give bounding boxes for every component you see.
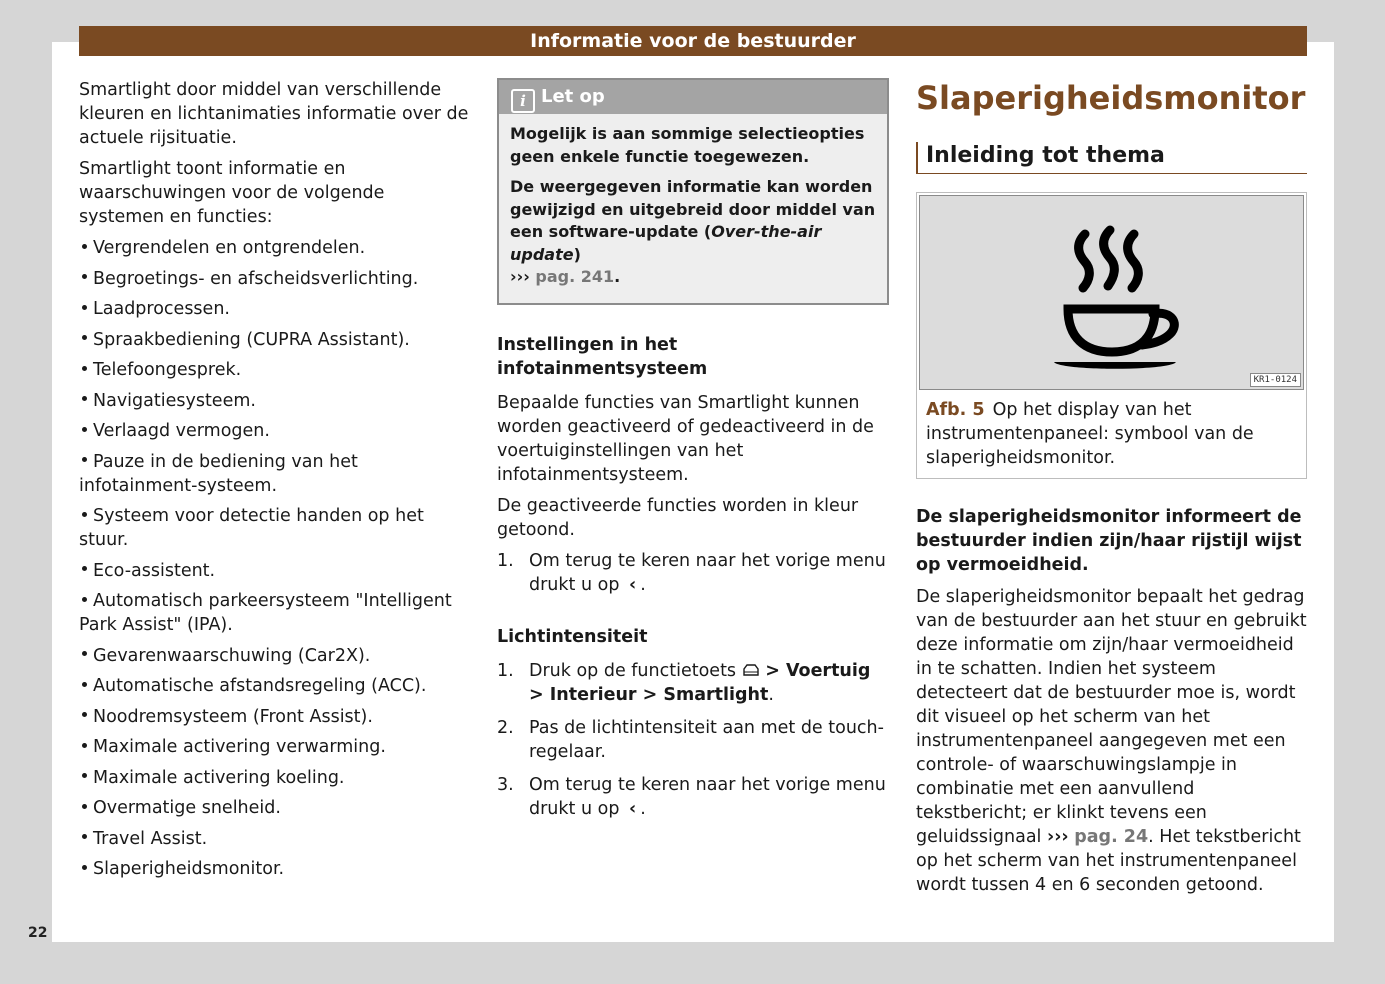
page-reference-link[interactable]: pag. 241 (535, 267, 615, 286)
back-chevron-icon: ‹ (629, 574, 637, 595)
light-intensity-heading: Lichtintensiteit (497, 626, 648, 647)
bullet-icon (82, 457, 87, 462)
list-item: Spraakbediening (CUPRA Assistant). (79, 328, 469, 352)
list-item: Telefoongesprek. (79, 358, 469, 382)
bullet-icon (82, 274, 87, 279)
car-function-key-icon (742, 663, 760, 677)
caution-paragraph-2: De weergegeven informatie kan worden gewijzigd en uitgebreid door middel van een software-update (Over-the-air update) ››› pag. 241. (510, 177, 876, 286)
list-item: Pauze in de bediening van het infotainment-systeem. (79, 451, 358, 496)
bullet-icon (82, 335, 87, 340)
list-item: Maximale activering verwarming. (79, 735, 469, 759)
column-middle (497, 78, 889, 830)
light-step-1: 1. Druk op de functietoets > Voertuig > Interieur > Smartlight. (497, 660, 871, 705)
column-right (916, 78, 1307, 904)
caution-title: Let op (541, 86, 605, 107)
light-step-3: 3. Om terug te keren naar het vorige menu drukt u op ‹ . (497, 774, 886, 819)
bullet-icon (82, 834, 87, 839)
bullet-icon (82, 804, 87, 809)
bullet-icon (82, 305, 87, 310)
bullet-icon (82, 712, 87, 717)
bullet-icon (82, 396, 87, 401)
caution-box (497, 78, 889, 305)
light-step-2: 2. Pas de lichtintensiteit aan met de touch-regelaar. (497, 717, 884, 762)
list-item: Slaperigheidsmonitor. (79, 857, 469, 881)
bullet-icon (82, 682, 87, 687)
column-left (79, 78, 469, 888)
bullet-icon (82, 597, 87, 602)
settings-step-1: 1. Om terug te keren naar het vorige menu drukt u op ‹ . (497, 550, 886, 595)
bullet-icon (82, 244, 87, 249)
bullet-icon (82, 865, 87, 870)
list-item: Vergrendelen en ontgrendelen. (79, 236, 469, 260)
list-item: Begroetings- en afscheidsverlichting. (79, 267, 469, 291)
intro-paragraph-2: Smartlight toont informatie en waarschuwingen voor de volgende systemen en functies: (79, 159, 385, 227)
list-item: Overmatige snelheid. (79, 796, 469, 820)
settings-heading: Instellingen in het infotainmentsysteem (497, 334, 708, 379)
list-item: Automatische afstandsregeling (ACC). (79, 674, 469, 698)
list-item: Laadprocessen. (79, 297, 469, 321)
subsection-title: Inleiding tot thema (916, 142, 1307, 174)
figure-image (919, 195, 1304, 390)
figure-box (916, 192, 1307, 479)
bullet-icon (82, 773, 87, 778)
info-icon: i (511, 89, 535, 113)
bullet-icon (82, 743, 87, 748)
feature-list (79, 236, 469, 881)
list-item: Eco-assistent. (79, 559, 469, 583)
list-item: Travel Assist. (79, 827, 469, 851)
ota-term: Over-the-air update (510, 222, 822, 264)
ref-arrows-icon: ››› (510, 267, 530, 286)
list-item: Gevarenwaarschuwing (Car2X). (79, 644, 469, 668)
settings-paragraph-2: De geactiveerde functies worden in kleur getoond. (497, 495, 859, 540)
list-item: Verlaagd vermogen. (79, 419, 469, 443)
list-item: Automatisch parkeersysteem "Intelligent Park Assist" (IPA). (79, 591, 452, 635)
figure-label: Afb. 5 (926, 400, 985, 420)
caution-header (499, 80, 887, 114)
list-item: Noodremsysteem (Front Assist). (79, 705, 469, 729)
bullet-icon (82, 512, 87, 517)
coffee-cup-icon (1050, 212, 1190, 377)
figure-caption: Afb. 5 Op het display van het instrumentenpaneel: symbool van de slaperigheidsmonitor. (926, 400, 1254, 468)
ref-arrows-icon: ››› (1046, 827, 1069, 847)
intro-paragraph-1: Smartlight door middel van verschillende kleuren en lichtanimaties informatie over de actuele rijsituatie. (79, 80, 469, 148)
lead-paragraph: De slaperigheidsmonitor informeert de bestuurder indien zijn/haar rijstijl wijst op vermoeidheid. (916, 507, 1302, 575)
section-header: Informatie voor de bestuurder (79, 26, 1307, 56)
page-number: 22 (28, 925, 48, 941)
figure-code: KR1-0124 (1250, 373, 1301, 387)
bullet-icon (82, 566, 87, 571)
list-item: Navigatiesysteem. (79, 389, 469, 413)
caution-body (499, 114, 887, 303)
list-item: Systeem voor detectie handen op het stuur. (79, 506, 424, 550)
chapter-title: Slaperigheidsmonitor (916, 79, 1306, 117)
body-paragraph: De slaperigheidsmonitor bepaalt het gedrag van de bestuurder aan het stuur en gebruikt deze informatie om zijn/haar vermoeidheid in te schatten. Indien het systeem detecteert dat de bestuurder moe is, wordt dit visueel op het scherm van het instrumentenpaneel aangegeven met een controle- of waarschuwingslampje in combinatie met een aanvullend tekstbericht; er klinkt tevens een geluidssignaal ››› pag. 24. Het tekstbericht op het scherm van het instrumentenpaneel wordt tussen 4 en 6 seconden getoond. (916, 587, 1307, 895)
list-item: Maximale activering koeling. (79, 766, 469, 790)
page-reference-link[interactable]: pag. 24 (1074, 827, 1149, 847)
bullet-icon (82, 366, 87, 371)
caution-paragraph-1: Mogelijk is aan sommige selectieopties geen enkele functie toegewezen. (510, 124, 865, 166)
bullet-icon (82, 427, 87, 432)
back-chevron-icon: ‹ (629, 798, 637, 819)
settings-paragraph-1: Bepaalde functies van Smartlight kunnen worden geactiveerd of gedeactiveerd in de voertuiginstellingen van het infotainmentsysteem. (497, 392, 874, 485)
menu-path: > Voertuig > Interieur > Smartlight (529, 660, 871, 705)
bullet-icon (82, 651, 87, 656)
